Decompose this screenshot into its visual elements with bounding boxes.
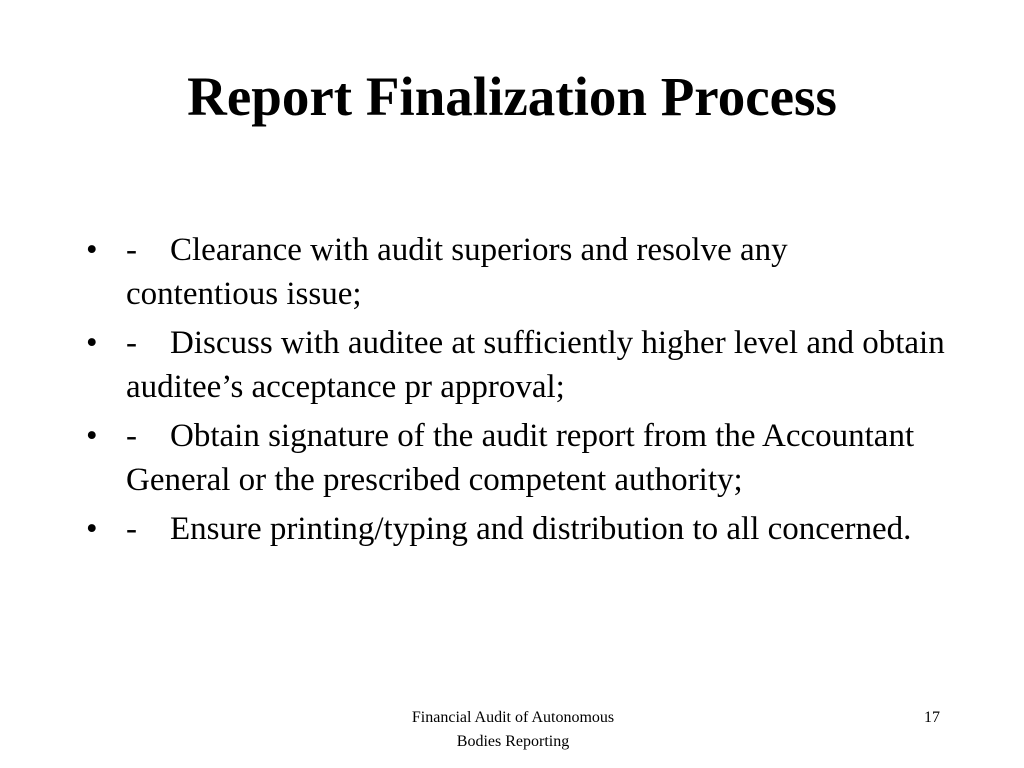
- bullet-item: [86, 414, 946, 502]
- slide-footer: [360, 706, 666, 754]
- bullet-dot-icon: •: [86, 511, 98, 547]
- slide-title: Report Finalization Process: [187, 66, 837, 127]
- bullet-dot-icon: •: [86, 418, 98, 454]
- bullet-dot-icon: •: [86, 325, 98, 361]
- bullet-dash: -: [126, 232, 137, 268]
- bullet-item: [86, 228, 946, 316]
- bullet-item: [86, 321, 946, 409]
- bullet-item: [86, 507, 946, 551]
- bullet-list: [86, 228, 946, 556]
- footer-line-2: Bodies Reporting: [456, 733, 570, 750]
- footer-line-1: Financial Audit of Autonomous: [411, 709, 615, 726]
- bullet-dash: -: [126, 511, 137, 547]
- bullet-dash: -: [126, 418, 137, 454]
- bullet-dash: -: [126, 325, 137, 361]
- bullet-text: Clearance with audit superiors and resolve any contentious issue;: [126, 232, 788, 312]
- bullet-text: Discuss with auditee at sufficiently higher level and obtain auditee’s acceptance pr approval;: [126, 325, 945, 405]
- bullet-dot-icon: •: [86, 232, 98, 268]
- bullet-text: Obtain signature of the audit report from the Accountant General or the prescribed competent authority;: [126, 418, 915, 498]
- slide-number: 17: [924, 709, 940, 726]
- bullet-text: Ensure printing/typing and distribution to all concerned.: [170, 511, 912, 547]
